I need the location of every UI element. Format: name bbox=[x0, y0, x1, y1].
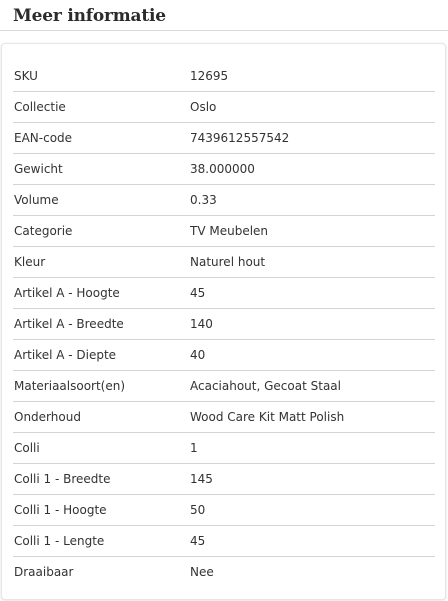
spec-row-colli-1-breedte bbox=[13, 464, 435, 495]
spec-row-gewicht bbox=[13, 154, 435, 185]
specs-table bbox=[13, 61, 435, 588]
spec-value: 0.33 bbox=[190, 193, 217, 207]
spec-label: Draaibaar bbox=[14, 565, 74, 579]
spec-label: Artikel A - Hoogte bbox=[14, 286, 120, 300]
spec-label: Kleur bbox=[14, 255, 46, 269]
spec-value: 7439612557542 bbox=[190, 131, 290, 145]
spec-label: Volume bbox=[14, 193, 59, 207]
spec-label: Materiaalsoort(en) bbox=[14, 379, 126, 393]
spec-label: SKU bbox=[14, 69, 38, 83]
spec-row-materiaalsoort bbox=[13, 371, 435, 402]
spec-row-artikel-a-diepte bbox=[13, 340, 435, 371]
specs-card bbox=[1, 43, 446, 600]
spec-row-artikel-a-hoogte bbox=[13, 278, 435, 309]
spec-value: 140 bbox=[190, 317, 213, 331]
spec-value: 40 bbox=[190, 348, 206, 362]
spec-label: Colli 1 - Hoogte bbox=[14, 503, 107, 517]
spec-value: 45 bbox=[190, 286, 206, 300]
spec-value: 1 bbox=[190, 441, 198, 455]
spec-row-artikel-a-breedte bbox=[13, 309, 435, 340]
spec-label: Categorie bbox=[14, 224, 73, 238]
spec-row-categorie bbox=[13, 216, 435, 247]
spec-value: 38.000000 bbox=[190, 162, 255, 176]
spec-label: Colli 1 - Lengte bbox=[14, 534, 105, 548]
spec-row-draaibaar bbox=[13, 557, 435, 588]
spec-row-sku bbox=[13, 61, 435, 92]
spec-row-volume bbox=[13, 185, 435, 216]
spec-label: Collectie bbox=[14, 100, 66, 114]
spec-value: Wood Care Kit Matt Polish bbox=[190, 410, 345, 424]
spec-value: TV Meubelen bbox=[190, 224, 269, 238]
section-header bbox=[0, 0, 448, 31]
spec-row-ean-code bbox=[13, 123, 435, 154]
spec-row-onderhoud bbox=[13, 402, 435, 433]
spec-value: Oslo bbox=[190, 100, 217, 114]
section-title: Meer informatie bbox=[13, 6, 166, 26]
spec-value: 50 bbox=[190, 503, 206, 517]
spec-value: 12695 bbox=[190, 69, 229, 83]
spec-value: 45 bbox=[190, 534, 206, 548]
spec-value: Naturel hout bbox=[190, 255, 266, 269]
spec-value: Acaciahout, Gecoat Staal bbox=[190, 379, 341, 393]
spec-label: Colli bbox=[14, 441, 40, 455]
spec-label: EAN-code bbox=[14, 131, 73, 145]
spec-label: Artikel A - Diepte bbox=[14, 348, 117, 362]
spec-row-collectie bbox=[13, 92, 435, 123]
spec-row-colli-1-lengte bbox=[13, 526, 435, 557]
spec-label: Gewicht bbox=[14, 162, 63, 176]
spec-label: Colli 1 - Breedte bbox=[14, 472, 111, 486]
spec-value: 145 bbox=[190, 472, 213, 486]
spec-row-colli-1-hoogte bbox=[13, 495, 435, 526]
spec-label: Onderhoud bbox=[14, 410, 81, 424]
spec-row-colli bbox=[13, 433, 435, 464]
spec-value: Nee bbox=[190, 565, 214, 579]
spec-row-kleur bbox=[13, 247, 435, 278]
spec-label: Artikel A - Breedte bbox=[14, 317, 124, 331]
